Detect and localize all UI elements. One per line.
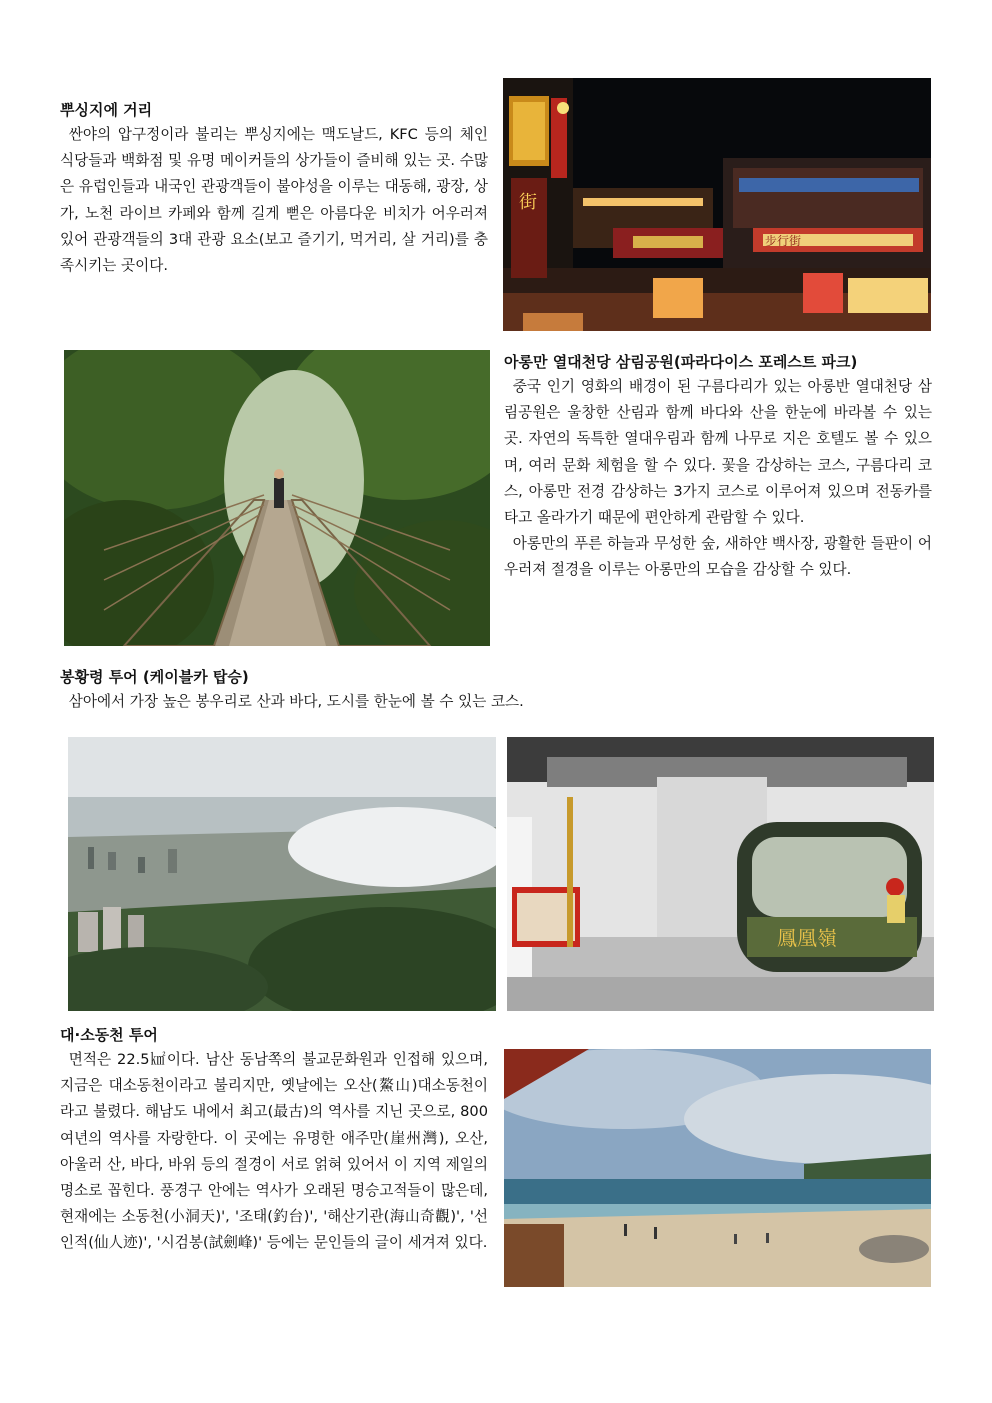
section-paragraph: 면적은 22.5㎢이다. 남산 동남쪽의 불교문화원과 인접해 있으며, 지금은 대소동천이라고 불리지만, 옛날에는 오산(鰲山)대소동천이라고 불렸다. 해남도 내에서 최고(最古)의 역사를 지닌 곳으로, 800여년의 역사를 자랑한다. 이 곳에는 유명한 애주만(崖州灣), 오산, 아울러 산, 바다, 바위 등의 절경이 서로 얽혀 있어서 이 지역 제일의 명소로 꼽힌다. 풍경구 안에는 역사가 오래된 명승고적들이 많은데, 현재에는 소동천(小洞天)', '조태(釣台)', '해산기관(海山奇觀)', '선인적(仙人迹)', '시검봉(試劍峰)' 등에는 문인들의 글이 세겨져 있다.	[60, 1051, 488, 1252]
cable-car-photo	[507, 737, 934, 1011]
city-view-illustration	[68, 737, 496, 1011]
section-paragraph: 싼야의 압구정이라 불리는 뿌싱지에는 맥도날드, KFC 등의 체인 식당들과 백화점 및 유명 메이커들의 상가들이 즐비해 있는 곳. 수많은 유럽인들과 내국인 관광객들이 불야성을 이루는 대동해, 광장, 상가, 노천 라이브 카페와 함께 길게 뻗은 아름다운 비치가 어우러져 있어 관광객들의 3대 관광 요소(보고 즐기기, 먹거리, 살 거리)를 충족시키는 곳이다.	[60, 126, 488, 275]
street-sign-horizontal: 步行街	[765, 234, 802, 248]
section-paragraph: 중국 인기 영화의 배경이 된 구름다리가 있는 아롱반 열대천당 삼림공원은 울창한 산림과 함께 바다와 산을 한눈에 바라볼 수 있는 곳. 자연의 독특한 열대우림과 함께 나무로 지은 호텔도 볼 수 있으며, 여러 문화 체험을 할 수 있다. 꽃을 감상하는 코스, 구름다리 코스, 아롱만 전경 감상하는 3가지 코스로 이루어져 있으며 전동카를 타고 올라가기 때문에 편안하게 관람할 수 있다.	[504, 378, 932, 527]
cable-car-sign: 鳳凰嶺	[777, 926, 837, 950]
section-title: 아롱만 열대천당 삼림공원(파라다이스 포레스트 파크)	[504, 353, 858, 371]
street-sign-vertical: 街	[519, 192, 537, 213]
night-street-illustration	[503, 78, 931, 331]
section-paragraph: 아롱만의 푸른 하늘과 무성한 숲, 새하얀 백사장, 광활한 들판이 어우러져 절경을 이루는 아롱만의 모습을 감상할 수 있다.	[504, 535, 932, 579]
section-title: 봉황령 투어 (케이블카 탑승)	[60, 668, 249, 686]
section-paragraph: 삼아에서 가장 높은 봉우리로 산과 바다, 도시를 한눈에 볼 수 있는 코스.	[68, 693, 524, 710]
city-view-photo	[68, 737, 496, 1011]
rope-bridge-photo	[64, 350, 490, 646]
cable-car-illustration	[507, 737, 934, 1011]
section-paradise-forest	[504, 350, 932, 584]
section-fenghuangling	[60, 665, 932, 715]
section-daxiaodongtian	[60, 1023, 488, 1257]
section-title: 뿌싱지에 거리	[60, 101, 153, 119]
beach-photo	[504, 1049, 931, 1287]
rope-bridge-illustration	[64, 350, 490, 646]
section-title: 대·소동천 투어	[60, 1026, 158, 1044]
section-busingji	[60, 98, 488, 279]
night-street-photo	[503, 78, 931, 331]
beach-illustration	[504, 1049, 931, 1287]
